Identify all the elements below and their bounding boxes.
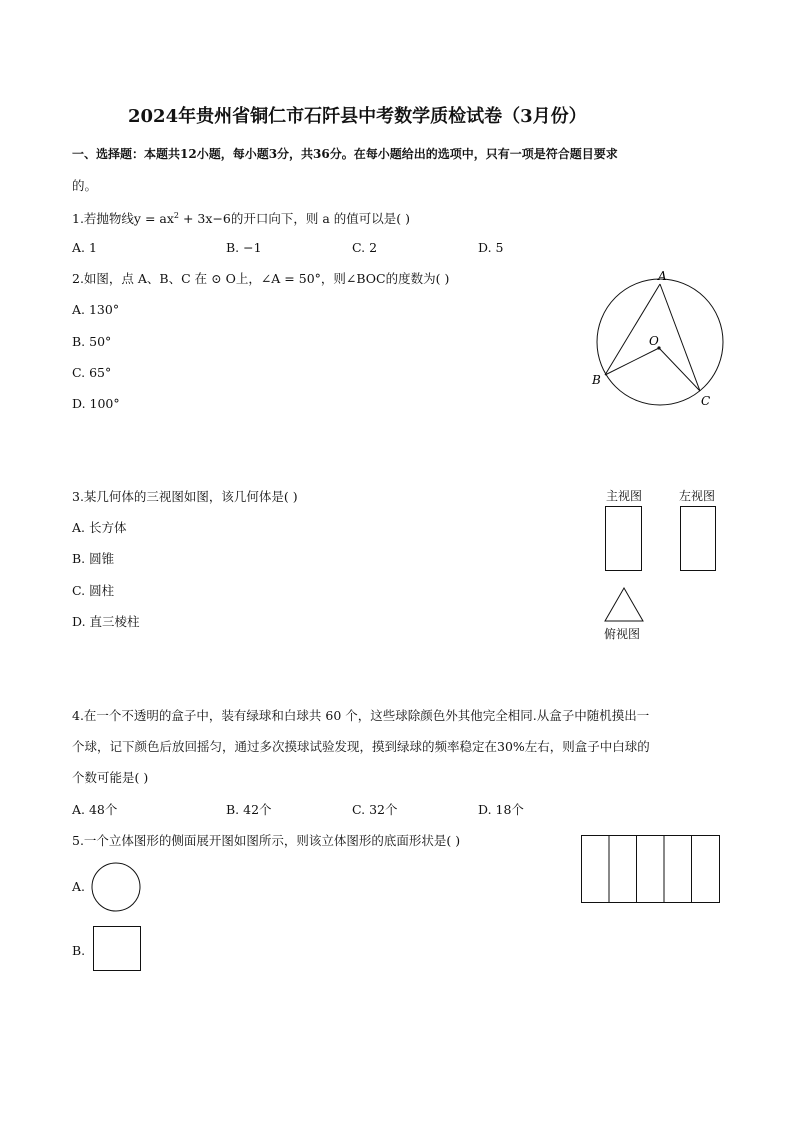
left-view-rect — [680, 506, 716, 571]
top-view-triangle — [604, 587, 644, 623]
q3-option-b[interactable]: B. 圆锥 — [72, 551, 115, 566]
q5-unfolded-figure — [581, 835, 721, 905]
q3-option-d[interactable]: D. 直三棱柱 — [72, 614, 140, 629]
q1-stem-sup: 2 — [173, 211, 180, 220]
q4-option-a[interactable]: A. 48个 — [72, 802, 118, 817]
q5-option-a-circle — [90, 861, 142, 913]
page-title: 2024年贵州省铜仁市石阡县中考数学质检试卷（3月份） — [128, 106, 587, 127]
q2-circle-figure — [580, 262, 740, 422]
triangle-shape — [605, 588, 643, 621]
q2-option-b[interactable]: B. 50° — [72, 334, 112, 349]
left-view-label: 左视图 — [679, 489, 716, 503]
q5-option-a[interactable]: A. — [72, 879, 86, 894]
q1-option-c[interactable]: C. 2 — [352, 240, 378, 255]
q2-option-c[interactable]: C. 65° — [72, 365, 112, 380]
front-view-rect — [605, 506, 642, 571]
question-5-stem: 5.一个立体图形的侧面展开图如图所示，则该立体图形的底面形状是( ) — [72, 833, 461, 848]
question-1-stem — [72, 208, 410, 227]
circle-o — [597, 279, 723, 405]
top-view-label: 俯视图 — [604, 627, 641, 641]
q5-option-b[interactable]: B. — [72, 943, 86, 958]
front-view-label: 主视图 — [606, 489, 643, 503]
q1-stem-suffix: + 3x−6的开口向下，则 a 的值可以是( ) — [179, 211, 410, 227]
question-4-stem-line3: 个数可能是( ) — [72, 770, 149, 785]
q5-option-b-square — [93, 926, 141, 971]
radius-oc — [659, 348, 700, 391]
question-4-stem-line2: 个球，记下颜色后放回摇匀，通过多次摸球试验发现，摸到绿球的频率稳定在30%左右，则盒子中白球的 — [72, 739, 650, 754]
section-heading-cont: 的。 — [72, 178, 98, 193]
label-c: C — [701, 394, 711, 408]
q4-option-b[interactable]: B. 42个 — [226, 802, 272, 817]
label-a: A — [658, 269, 667, 283]
question-2-stem: 2.如图，点 A、B、C 在 ⊙ O上，∠A = 50°，则∠BOC的度数为( ) — [72, 271, 450, 286]
q1-option-a[interactable]: A. 1 — [72, 240, 97, 255]
q2-option-d[interactable]: D. 100° — [72, 396, 120, 411]
q4-option-c[interactable]: C. 32个 — [352, 802, 398, 817]
q1-stem-prefix: 1.若抛物线y = ax — [72, 211, 174, 227]
q3-option-a[interactable]: A. 长方体 — [72, 520, 127, 535]
section-heading: 一、选择题：本题共12小题，每小题3分，共36分。在每小题给出的选项中，只有一项是符合题目要求 — [72, 147, 618, 161]
question-4-stem-line1: 4.在一个不透明的盒子中，装有绿球和白球共 60 个，这些球除颜色外其他完全相同.从盒子中随机摸出一 — [72, 708, 650, 723]
question-3-stem: 3.某几何体的三视图如图，该几何体是( ) — [72, 489, 298, 504]
label-o: O — [649, 334, 659, 348]
circle-shape — [92, 863, 140, 911]
q2-option-a[interactable]: A. 130° — [72, 302, 120, 317]
q4-option-d[interactable]: D. 18个 — [478, 802, 524, 817]
unfolded-outline — [582, 836, 720, 903]
chord-ac — [660, 284, 700, 391]
label-b: B — [592, 373, 601, 387]
q3-option-c[interactable]: C. 圆柱 — [72, 583, 115, 598]
q1-option-d[interactable]: D. 5 — [478, 240, 504, 255]
q1-option-b[interactable]: B. −1 — [226, 240, 262, 255]
